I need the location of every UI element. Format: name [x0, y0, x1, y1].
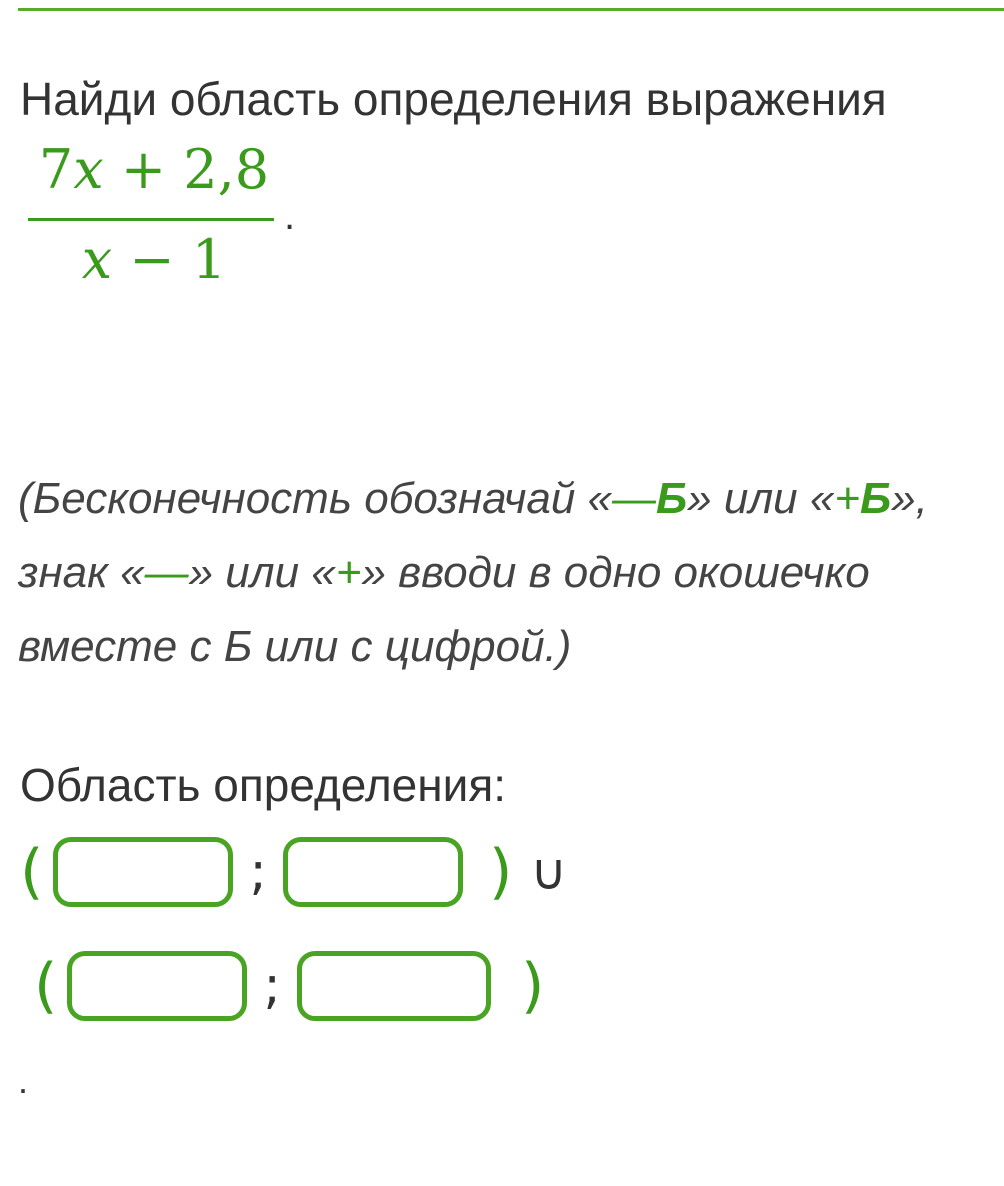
interval-1-left-input[interactable]: [53, 837, 233, 907]
closing-period: .: [18, 1060, 29, 1101]
denominator-rest: − 1: [112, 228, 227, 291]
interval-1-right-input[interactable]: [283, 837, 463, 907]
union-symbol: ∪: [530, 843, 567, 901]
hint-plus-symbol: +: [834, 474, 861, 523]
open-paren: (: [34, 951, 58, 1021]
denominator-variable: x: [81, 228, 113, 291]
domain-label: Область определения:: [20, 759, 507, 811]
numerator-variable: x: [73, 138, 104, 201]
hint-infinity-letter: Б: [860, 474, 892, 523]
hint-minus-symbol: —: [144, 548, 189, 597]
expression-period: .: [284, 194, 296, 238]
hint-text-5: » вводи в одно окошечко вместе с Б или с цифрой.): [18, 548, 870, 671]
interval-2-left-input[interactable]: [67, 951, 247, 1021]
separator: ;: [249, 842, 267, 902]
interval-2-right-input[interactable]: [297, 951, 491, 1021]
numerator-rest: + 2,8: [103, 138, 270, 201]
hint-plus-symbol: +: [335, 548, 362, 597]
interval-1: [20, 832, 567, 912]
hint-text-3: », знак «: [18, 474, 928, 597]
interval-2: [34, 946, 544, 1026]
hint-text-2: » или «: [687, 474, 835, 523]
fraction-bar: [28, 218, 274, 221]
hint-text-4: » или «: [188, 548, 336, 597]
infinity-hint: [18, 462, 988, 684]
hint-text-1: (Бесконечность обозначай «: [18, 474, 612, 523]
hint-infinity-letter: Б: [656, 474, 688, 523]
top-divider: [18, 8, 1004, 11]
close-paren: ): [488, 837, 513, 907]
close-paren: ): [520, 951, 545, 1021]
fraction-numerator: [34, 138, 274, 201]
open-paren: (: [20, 837, 44, 907]
numerator-coefficient: 7: [38, 138, 74, 201]
separator: ;: [263, 956, 281, 1016]
fraction-expression: [20, 138, 320, 298]
hint-minus-symbol: —: [612, 474, 656, 523]
task-prompt: Найди область определения выражения: [20, 73, 887, 125]
fraction-denominator: [34, 228, 274, 291]
